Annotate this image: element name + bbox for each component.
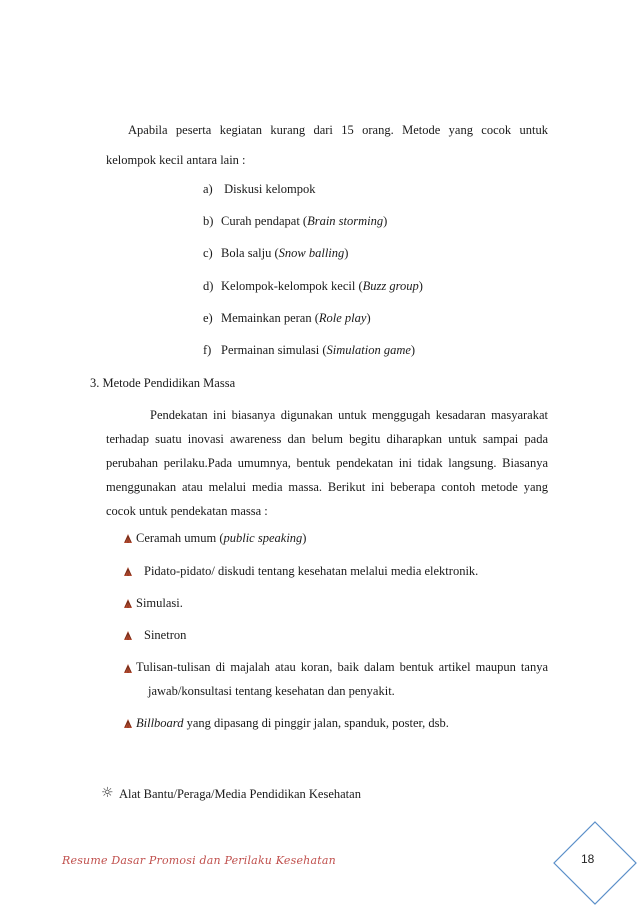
list-item: b) Curah pendapat (Brain storming) xyxy=(203,214,388,228)
page-number: 18 xyxy=(581,852,595,866)
leaf-bullet-icon xyxy=(123,533,133,544)
list-item: Tulisan-tulisan di majalah atau koran, baik dalam bentuk artikel maupun tanya xyxy=(136,660,548,674)
section-heading: 3. Metode Pendidikan Massa xyxy=(90,376,236,390)
leaf-bullet-icon xyxy=(123,566,133,577)
page-number-badge xyxy=(552,820,638,906)
list-item: e) Memainkan peran (Role play) xyxy=(203,311,371,325)
list-item-continuation: jawab/konsultasi tentang kesehatan dan penyakit. xyxy=(148,684,395,698)
list-item: c) Bola salju (Snow balling) xyxy=(203,246,349,260)
paragraph-line: Pendekatan ini biasanya digunakan untuk menggugah kesadaran masyarakat xyxy=(150,408,548,422)
intro-line-2: kelompok kecil antara lain : xyxy=(106,153,246,167)
leaf-bullet-icon xyxy=(123,598,133,609)
list-item: Simulasi. xyxy=(136,596,183,610)
list-item: Sinetron xyxy=(144,628,187,642)
paragraph-line: menggunakan atau melalui media massa. Berikut ini beberapa contoh metode yang xyxy=(106,480,548,494)
next-heading: Alat Bantu/Peraga/Media Pendidikan Kesehatan xyxy=(119,787,361,801)
list-item: a) Diskusi kelompok xyxy=(203,182,316,196)
paragraph-line: perubahan perilaku.Pada umumnya, bentuk pendekatan ini tidak langsung. Biasanya xyxy=(106,456,548,470)
list-item: Ceramah umum (public speaking) xyxy=(136,531,307,545)
list-item: Billboard yang dipasang di pinggir jalan, spanduk, poster, dsb. xyxy=(136,716,449,730)
list-item: Pidato-pidato/ diskudi tentang kesehatan melalui media elektronik. xyxy=(144,564,479,578)
paragraph-line: cocok untuk pendekatan massa : xyxy=(106,504,268,518)
leaf-bullet-icon xyxy=(123,663,133,674)
intro-line-1: Apabila peserta kegiatan kurang dari 15 orang. Metode yang cocok untuk xyxy=(128,123,548,137)
leaf-bullet-icon xyxy=(123,718,133,729)
list-item: d) Kelompok-kelompok kecil (Buzz group) xyxy=(203,279,423,293)
leaf-bullet-icon xyxy=(123,630,133,641)
list-item: f) Permainan simulasi (Simulation game) xyxy=(203,343,416,357)
paragraph-line: terhadap suatu inovasi awareness dan belum begitu diharapkan untuk sampai pada xyxy=(106,432,548,446)
sun-bullet-icon: ☼ xyxy=(101,785,114,801)
footer-title: Resume Dasar Promosi dan Perilaku Kesehatan xyxy=(62,854,336,867)
